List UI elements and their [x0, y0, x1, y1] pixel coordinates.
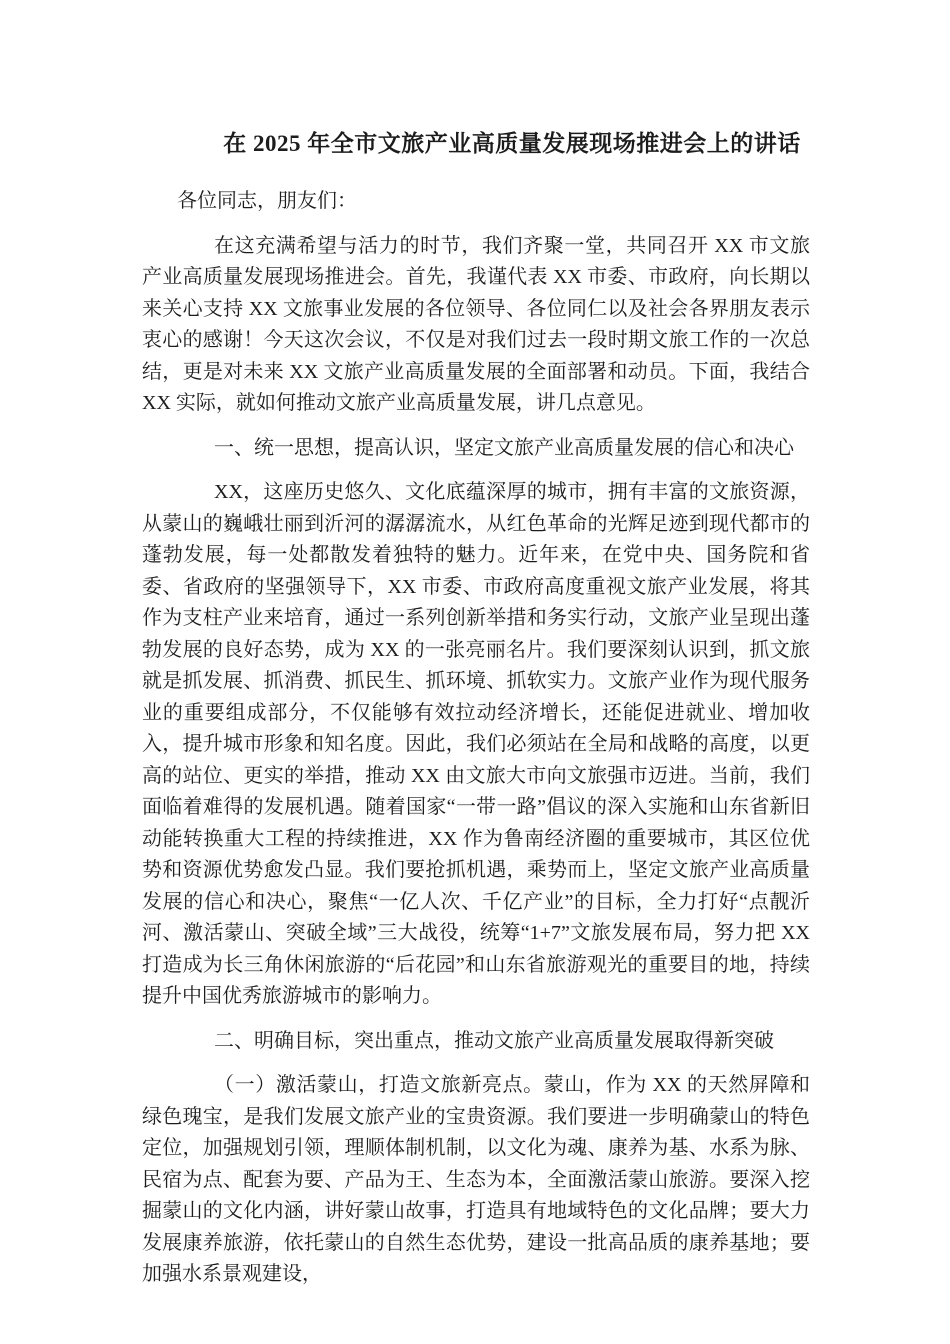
- document-title: 在 2025 年全市文旅产业高质量发展现场推进会上的讲话: [223, 131, 801, 156]
- paragraph-section-1: XX，这座历史悠久、文化底蕴深厚的城市，拥有丰富的文旅资源，从蒙山的巍峨壮丽到沂河的潺潺流水，从红色革命的光辉足迹到现代都市的蓬勃发展，每一处都散发着独特的魅力。近年来，在党中央、国务院和省委、省政府的坚强领导下，XX 市委、市政府高度重视文旅产业发展，将其作为支柱产业来培育，通过一系列创新举措和务实行动，文旅产业呈现出蓬勃发展的良好态势，成为 XX 的一张亮丽名片。我们要深刻认识到，抓文旅就是抓发展、抓消费、抓民生、抓环境、抓软实力。文旅产业作为现代服务业的重要组成部分，不仅能够有效拉动经济增长，还能促进就业、增加收入，提升城市形象和知名度。因此，我们必须站在全局和战略的高度，以更高的站位、更实的举措，推动 XX 由文旅大市向文旅强市迈进。当前，我们面临着难得的发展机遇。随着国家“一带一路”倡议的深入实施和山东省新旧动能转换重大工程的持续推进，XX 作为鲁南经济圈的重要城市，其区位优势和资源优势愈发凸显。我们要抢抓机遇，乘势而上，坚定文旅产业高质量发展的信心和决心，聚焦“一亿人次、千亿产业”的目标，全力打好“点靓沂河、激活蒙山、突破全域”三大战役，统筹“1+7”文旅发展布局，努力把 XX 打造成为长三角休闲旅游的“后花园”和山东省旅游观光的重要目的地，持续提升中国优秀旅游城市的影响力。: [142, 481, 810, 1007]
- section-heading-1: 一、统一思想，提高认识，坚定文旅产业高质量发展的信心和决心: [214, 436, 794, 459]
- paragraph-section-2: （一）激活蒙山，打造文旅新亮点。蒙山，作为 XX 的天然屏障和绿色瑰宝，是我们发展文旅产业的宝贵资源。我们要进一步明确蒙山的特色定位，加强规划引领，理顺体制机制，以文化为魂、康养为基、水系为脉、民宿为点、配套为要、产品为王、生态为本，全面激活蒙山旅游。要深入挖掘蒙山的文化内涵，讲好蒙山故事，打造具有地域特色的文化品牌；要大力发展康养旅游，依托蒙山的自然生态优势，建设一批高品质的康养基地；要加强水系景观建设，: [142, 1074, 810, 1285]
- salutation-line: 各位同志，朋友们：: [177, 190, 357, 212]
- paragraph-intro: 在这充满希望与活力的时节，我们齐聚一堂，共同召开 XX 市文旅产业高质量发展现场推进会。首先，我谨代表 XX 市委、市政府，向长期以来关心支持 XX 文旅事业发展的各位领导、各位同仁以及社会各界朋友表示衷心的感谢！今天这次会议，不仅是对我们过去一段时期文旅工作的一次总结，更是对未来 XX 文旅产业高质量发展的全面部署和动员。下面，我结合 XX 实际，就如何推动文旅产业高质量发展，讲几点意见。: [142, 234, 810, 414]
- section-heading-2: 二、明确目标，突出重点，推动文旅产业高质量发展取得新突破: [214, 1029, 774, 1052]
